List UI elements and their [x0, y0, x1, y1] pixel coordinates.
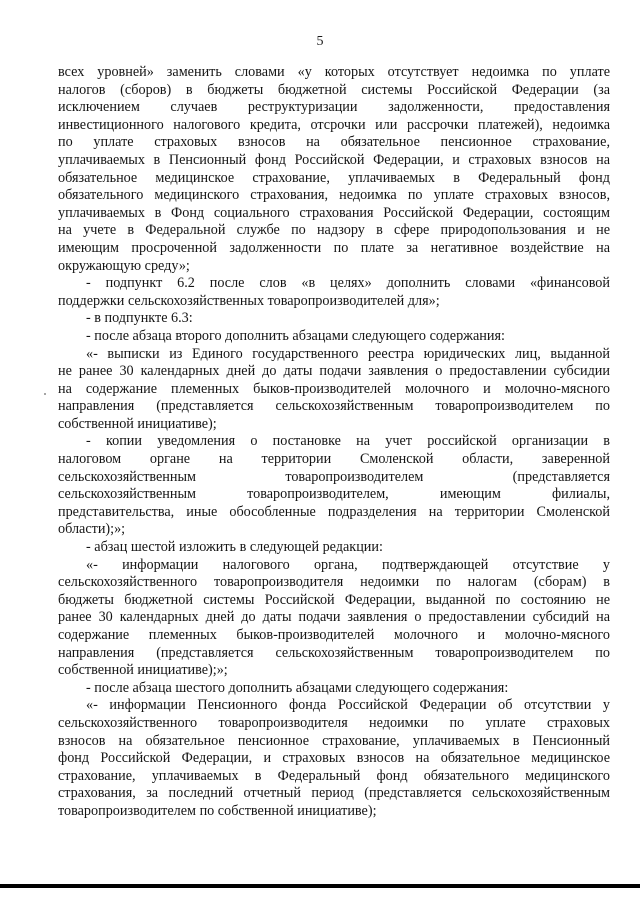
- text-line: фонд Российской Федерации, и страховых взносов на обязательное медицинское: [58, 750, 610, 767]
- text-line: обязательного медицинского страхования, недоимка по уплате страховых взносов,: [58, 187, 610, 204]
- text-line: имеющим просроченной задолженности по плате за негативное воздействие на: [58, 239, 610, 256]
- text-line: содержание племенных быков-производителей молочного и молочно-мясного: [58, 627, 610, 643]
- text-line: по уплате страховых взносов на обязательное пенсионное страхование,: [58, 134, 610, 151]
- text-line: страхования, за последний отчетный период (представляется сельскохозяйственным: [58, 785, 610, 802]
- margin-mark: [44, 393, 46, 395]
- text-line: налогов (сборов) в бюджеты бюджетной системы Российской Федерации (за: [58, 81, 610, 98]
- document-body: [58, 64, 610, 821]
- text-line: поддержки сельскохозяйственных товаропроизводителей для»;: [58, 292, 440, 309]
- text-line: бюджеты бюджетной системы Российской Федерации, выданной по состоянию не: [58, 591, 610, 608]
- text-line: - после абзаца второго дополнить абзацами следующего содержания:: [86, 327, 505, 344]
- text-line: исключением случаев реструктуризации задолженности, предоставления: [58, 99, 610, 116]
- text-line: сельскохозяйственного товаропроизводителя недоимки по уплате страховых: [58, 714, 610, 731]
- text-line: «- выписки из Единого государственного реестра юридических лиц, выданной: [86, 345, 610, 362]
- text-line: уплачиваемых в Пенсионный фонд Российской Федерации, и страховых взносов на: [58, 151, 610, 168]
- text-line: ранее 30 календарных дней до даты подачи заявления о предоставлении субсидий на: [58, 609, 610, 626]
- text-line: сельскохозяйственным товаропроизводителем (представляется: [58, 468, 610, 485]
- text-line: собственной инициативе);: [58, 415, 217, 432]
- text-line: - после абзаца шестого дополнить абзацами следующего содержания:: [86, 679, 509, 696]
- text-line: - абзац шестой изложить в следующей редакции:: [86, 539, 383, 556]
- text-line: - в подпункте 6.3:: [86, 310, 193, 327]
- text-line: области);»;: [58, 521, 126, 538]
- text-line: направления (представляется сельскохозяйственным товаропроизводителем по: [58, 398, 610, 415]
- page-number: 5: [316, 34, 324, 49]
- text-line: налоговом органе на территории Смоленской области, заверенной: [58, 451, 610, 468]
- text-line: страхование, уплачиваемых в Федеральный фонд обязательного медицинского: [58, 767, 610, 784]
- text-line: не ранее 30 календарных дней до даты подачи заявления о предоставлении субсидии: [58, 363, 610, 380]
- text-line: товаропроизводителем по собственной инициативе);: [58, 802, 377, 819]
- text-line: собственной инициативе);»;: [58, 662, 228, 679]
- text-line: сельскохозяйственным товаропроизводителем, имеющим филиалы,: [58, 486, 610, 503]
- text-line: обязательное медицинское страхование, уплачиваемых в Федеральный фонд: [58, 169, 610, 186]
- text-line: окружающую среду»;: [58, 257, 190, 274]
- footer-rule: [0, 884, 640, 888]
- text-line: уплачиваемых в Фонд социального страхования Российской Федерации, состоящим: [58, 204, 610, 221]
- text-line: сельскохозяйственного товаропроизводителя недоимки по налогам (сборам) в: [58, 574, 610, 591]
- text-line: на содержание племенных быков-производителей молочного и молочно-мясного: [58, 380, 610, 397]
- text-line: «- информации налогового органа, подтверждающей отсутствие у: [86, 556, 610, 573]
- text-line: на учете в Федеральной службе по надзору в сфере природопользования и не: [58, 222, 610, 239]
- text-line: представительства, иные обособленные подразделения на территории Смоленской: [58, 503, 610, 520]
- text-line: - подпункт 6.2 после слов «в целях» дополнить словами «финансовой: [86, 275, 610, 292]
- text-line: «- информации Пенсионного фонда Российской Федерации об отсутствии у: [86, 697, 610, 714]
- text-line: всех уровней» заменить словами «у которых отсутствует недоимка по уплате: [58, 64, 610, 80]
- text-line: направления (представляется сельскохозяйственным товаропроизводителем по: [58, 644, 610, 661]
- text-line: - копии уведомления о постановке на учет российской организации в: [86, 433, 610, 450]
- text-line: взносов на обязательное пенсионное страхование, уплачиваемых в Пенсионный: [58, 732, 610, 749]
- text-line: инвестиционного налогового кредита, отсрочки или рассрочки платежей), недоимка: [58, 116, 610, 133]
